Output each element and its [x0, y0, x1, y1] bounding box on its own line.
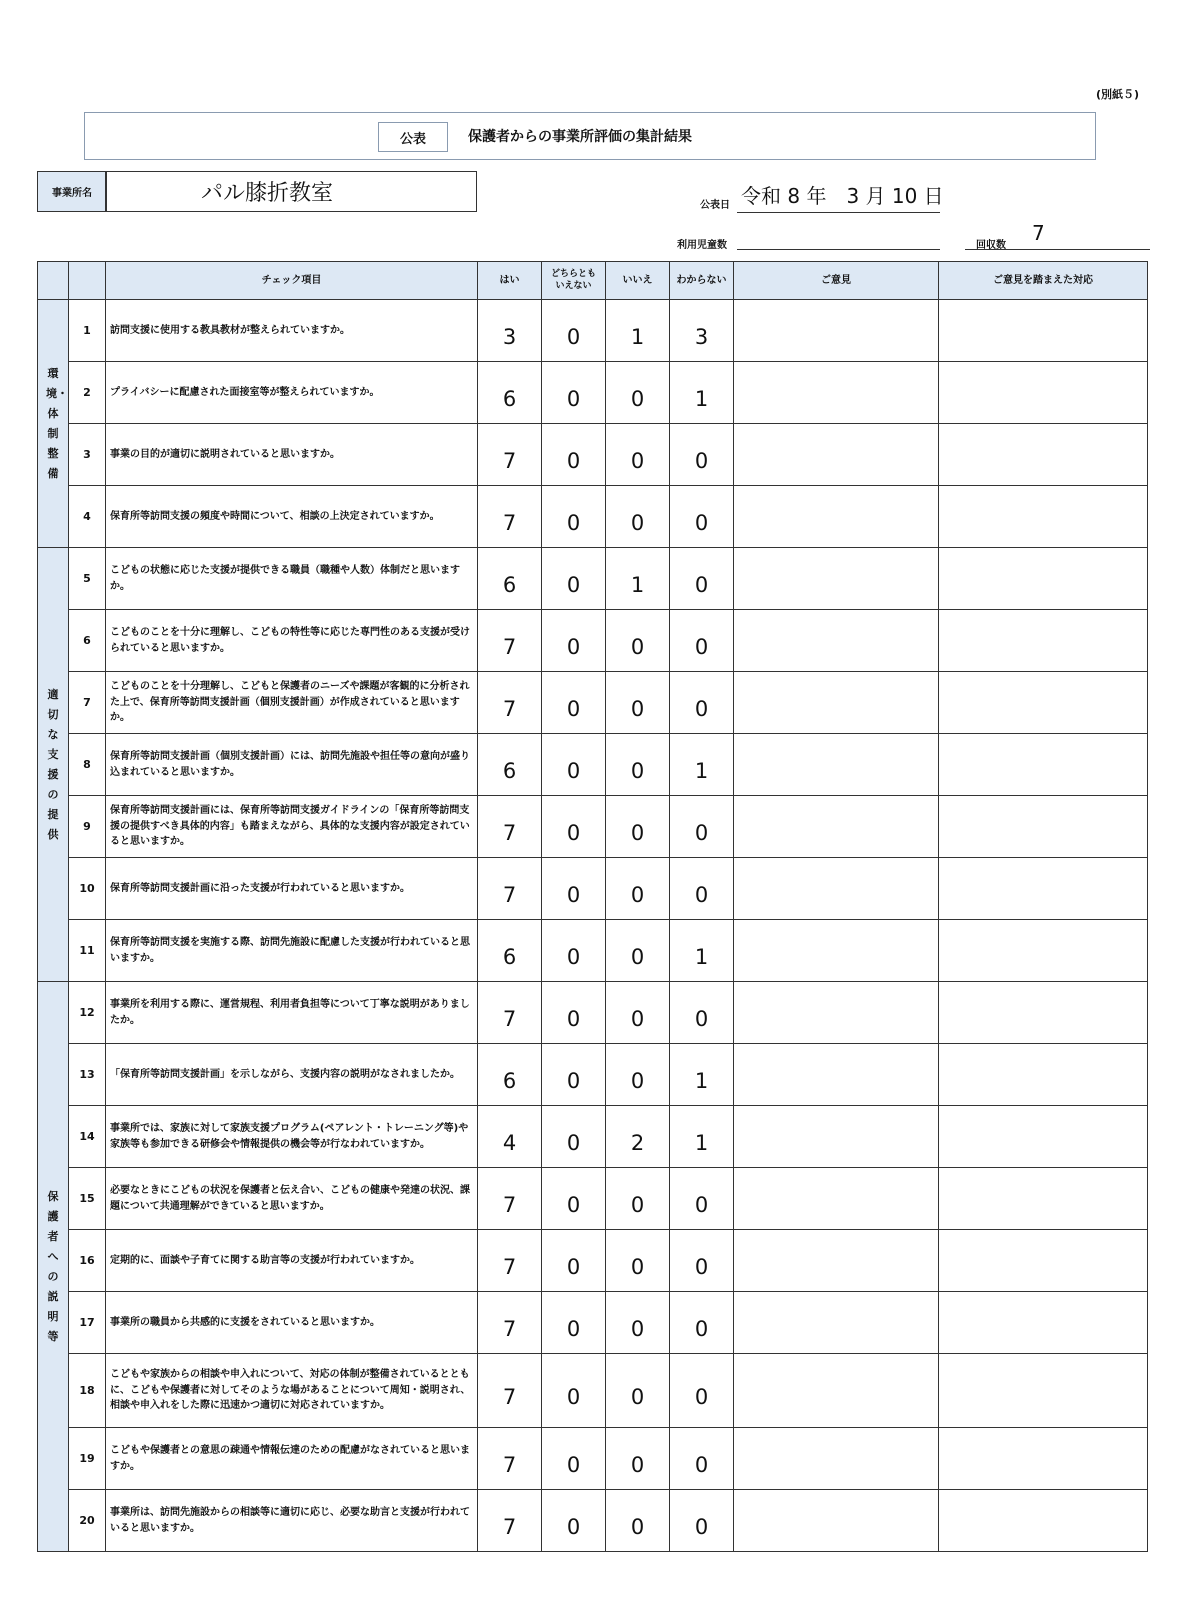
item-number: 3	[69, 424, 106, 486]
yes-count: 6	[478, 920, 542, 982]
collected-count-underline	[965, 249, 1150, 250]
item-number: 10	[69, 858, 106, 920]
table-row	[38, 610, 1148, 672]
evaluation-table	[37, 261, 1148, 1552]
office-label: 事業所名	[37, 171, 107, 212]
question-text: こどものことを十分に理解し、こどもの特性等に応じた専門性のある支援が受けられていると思いますか。	[106, 610, 478, 672]
no-count: 0	[606, 858, 670, 920]
question-text: 事業所では、家族に対して家族支援プログラム(ペアレント・トレーニング等)や家族等も参加できる研修会や情報提供の機会等が行なわれていますか。	[106, 1106, 478, 1168]
opinion-cell	[734, 1106, 939, 1168]
header-no: いいえ	[606, 262, 670, 300]
neither-count: 0	[542, 1292, 606, 1354]
opinion-cell	[734, 1230, 939, 1292]
item-number: 14	[69, 1106, 106, 1168]
table-row	[38, 300, 1148, 362]
response-cell	[939, 1428, 1148, 1490]
response-cell	[939, 1292, 1148, 1354]
unknown-count: 0	[670, 1230, 734, 1292]
opinion-cell	[734, 1428, 939, 1490]
unknown-count: 0	[670, 548, 734, 610]
response-cell	[939, 920, 1148, 982]
category-text: 適切な支援の提供	[47, 687, 59, 841]
item-number: 12	[69, 982, 106, 1044]
no-count: 0	[606, 362, 670, 424]
opinion-cell	[734, 1292, 939, 1354]
header-check-item: チェック項目	[106, 262, 478, 300]
opinion-cell	[734, 610, 939, 672]
yes-count: 7	[478, 486, 542, 548]
item-number: 9	[69, 796, 106, 858]
item-number: 17	[69, 1292, 106, 1354]
no-count: 0	[606, 672, 670, 734]
response-cell	[939, 796, 1148, 858]
response-cell	[939, 1490, 1148, 1552]
publication-date: 令和 8 年 3 月 10 日	[741, 184, 944, 208]
header-neither: どちらとも いえない	[542, 262, 606, 300]
header-yes: はい	[478, 262, 542, 300]
neither-count: 0	[542, 982, 606, 1044]
unknown-count: 0	[670, 858, 734, 920]
opinion-cell	[734, 1044, 939, 1106]
response-cell	[939, 362, 1148, 424]
table-row	[38, 548, 1148, 610]
neither-count: 0	[542, 796, 606, 858]
table-row	[38, 858, 1148, 920]
item-number: 5	[69, 548, 106, 610]
yes-count: 6	[478, 362, 542, 424]
yes-count: 7	[478, 1168, 542, 1230]
question-text: 事業所を利用する際に、運営規程、利用者負担等について丁寧な説明がありましたか。	[106, 982, 478, 1044]
table-row	[38, 796, 1148, 858]
response-cell	[939, 734, 1148, 796]
neither-count: 0	[542, 734, 606, 796]
table-row	[38, 1230, 1148, 1292]
unknown-count: 0	[670, 610, 734, 672]
opinion-cell	[734, 486, 939, 548]
category-text: 環境・体制整備	[46, 366, 68, 480]
users-count-underline	[737, 249, 940, 250]
opinion-cell	[734, 982, 939, 1044]
yes-count: 7	[478, 1490, 542, 1552]
table-row	[38, 1428, 1148, 1490]
neither-count: 0	[542, 486, 606, 548]
no-count: 0	[606, 610, 670, 672]
unknown-count: 3	[670, 300, 734, 362]
question-text: 必要なときにこどもの状況を保護者と伝え合い、こどもの健康や発達の状況、課題について共通理解ができていると思いますか。	[106, 1168, 478, 1230]
unknown-count: 0	[670, 796, 734, 858]
yes-count: 6	[478, 548, 542, 610]
question-text: 定期的に、面談や子育てに関する助言等の支援が行われていますか。	[106, 1230, 478, 1292]
table-row	[38, 362, 1148, 424]
response-cell	[939, 424, 1148, 486]
table-row	[38, 672, 1148, 734]
response-cell	[939, 1354, 1148, 1428]
header-opinion: ご意見	[734, 262, 939, 300]
item-number: 19	[69, 1428, 106, 1490]
no-count: 0	[606, 486, 670, 548]
header-response: ご意見を踏まえた対応	[939, 262, 1148, 300]
no-count: 0	[606, 734, 670, 796]
response-cell	[939, 858, 1148, 920]
header-number	[69, 262, 106, 300]
table-row	[38, 1292, 1148, 1354]
no-count: 2	[606, 1106, 670, 1168]
response-cell	[939, 486, 1148, 548]
question-text: 保育所等訪問支援計画に沿った支援が行われていると思いますか。	[106, 858, 478, 920]
unknown-count: 0	[670, 1490, 734, 1552]
category-label	[38, 548, 69, 982]
table-row	[38, 486, 1148, 548]
category-label	[38, 982, 69, 1552]
response-cell	[939, 1168, 1148, 1230]
neither-count: 0	[542, 1354, 606, 1428]
no-count: 0	[606, 1292, 670, 1354]
no-count: 0	[606, 920, 670, 982]
response-cell	[939, 672, 1148, 734]
category-text: 保護者への説明等	[47, 1189, 59, 1343]
unknown-count: 0	[670, 1354, 734, 1428]
table-row	[38, 1044, 1148, 1106]
unknown-count: 1	[670, 734, 734, 796]
yes-count: 6	[478, 734, 542, 796]
item-number: 6	[69, 610, 106, 672]
neither-count: 0	[542, 1106, 606, 1168]
question-text: 保育所等訪問支援の頻度や時間について、相談の上決定されていますか。	[106, 486, 478, 548]
item-number: 18	[69, 1354, 106, 1428]
response-cell	[939, 1106, 1148, 1168]
no-count: 0	[606, 424, 670, 486]
no-count: 1	[606, 548, 670, 610]
neither-count: 0	[542, 1428, 606, 1490]
yes-count: 7	[478, 672, 542, 734]
item-number: 16	[69, 1230, 106, 1292]
opinion-cell	[734, 362, 939, 424]
response-cell	[939, 610, 1148, 672]
yes-count: 7	[478, 1230, 542, 1292]
neither-count: 0	[542, 610, 606, 672]
unknown-count: 0	[670, 424, 734, 486]
publication-date-underline	[737, 212, 940, 213]
no-count: 0	[606, 1354, 670, 1428]
neither-count: 0	[542, 920, 606, 982]
unknown-count: 1	[670, 362, 734, 424]
collected-count-label: 回収数	[976, 240, 1006, 251]
no-count: 0	[606, 1044, 670, 1106]
response-cell	[939, 300, 1148, 362]
yes-count: 7	[478, 1292, 542, 1354]
opinion-cell	[734, 1490, 939, 1552]
opinion-cell	[734, 920, 939, 982]
yes-count: 7	[478, 982, 542, 1044]
unknown-count: 1	[670, 920, 734, 982]
opinion-cell	[734, 424, 939, 486]
item-number: 8	[69, 734, 106, 796]
yes-count: 7	[478, 610, 542, 672]
question-text: 訪問支援に使用する教具教材が整えられていますか。	[106, 300, 478, 362]
table-row	[38, 982, 1148, 1044]
table-row	[38, 920, 1148, 982]
unknown-count: 0	[670, 672, 734, 734]
question-text: こどもの状態に応じた支援が提供できる職員（職種や人数）体制だと思いますか。	[106, 548, 478, 610]
collected-count: 7	[1032, 221, 1045, 245]
no-count: 0	[606, 1168, 670, 1230]
question-text: 保育所等訪問支援を実施する際、訪問先施設に配慮した支援が行われていると思いますか。	[106, 920, 478, 982]
office-name: パル膝折教室	[105, 171, 477, 212]
table-header-row	[38, 262, 1148, 300]
neither-count: 0	[542, 672, 606, 734]
publication-badge: 公表	[378, 122, 448, 152]
table-row	[38, 1168, 1148, 1230]
opinion-cell	[734, 300, 939, 362]
no-count: 0	[606, 1490, 670, 1552]
question-text: 保育所等訪問支援計画には、保育所等訪問支援ガイドラインの「保育所等訪問支援の提供すべき具体的内容」も踏まえながら、具体的な支援内容が設定されていると思いますか。	[106, 796, 478, 858]
header-category	[38, 262, 69, 300]
question-text: こどもや家族からの相談や申入れについて、対応の体制が整備されているとともに、こどもや保護者に対してそのような場があることについて周知・説明され、相談や申入れをした際に迅速かつ適切に対応されていますか。	[106, 1354, 478, 1428]
yes-count: 7	[478, 796, 542, 858]
item-number: 13	[69, 1044, 106, 1106]
question-text: こどもや保護者との意思の疎通や情報伝達のための配慮がなされていると思いますか。	[106, 1428, 478, 1490]
question-text: プライバシーに配慮された面接室等が整えられていますか。	[106, 362, 478, 424]
yes-count: 6	[478, 1044, 542, 1106]
opinion-cell	[734, 672, 939, 734]
yes-count: 7	[478, 858, 542, 920]
no-count: 0	[606, 796, 670, 858]
attachment-label: (別紙５)	[1096, 88, 1140, 101]
response-cell	[939, 982, 1148, 1044]
neither-count: 0	[542, 362, 606, 424]
neither-count: 0	[542, 858, 606, 920]
no-count: 1	[606, 300, 670, 362]
unknown-count: 1	[670, 1106, 734, 1168]
neither-count: 0	[542, 548, 606, 610]
users-count-label: 利用児童数	[677, 240, 727, 251]
opinion-cell	[734, 858, 939, 920]
neither-count: 0	[542, 424, 606, 486]
unknown-count: 0	[670, 1292, 734, 1354]
no-count: 0	[606, 1230, 670, 1292]
opinion-cell	[734, 548, 939, 610]
table-row	[38, 1490, 1148, 1552]
publication-date-label: 公表日	[700, 200, 730, 211]
opinion-cell	[734, 734, 939, 796]
unknown-count: 0	[670, 486, 734, 548]
neither-count: 0	[542, 1230, 606, 1292]
table-row	[38, 1354, 1148, 1428]
item-number: 2	[69, 362, 106, 424]
item-number: 1	[69, 300, 106, 362]
question-text: こどものことを十分理解し、こどもと保護者のニーズや課題が客観的に分析された上で、保育所等訪問支援計画（個別支援計画）が作成されていると思いますか。	[106, 672, 478, 734]
item-number: 4	[69, 486, 106, 548]
question-text: 「保育所等訪問支援計画」を示しながら、支援内容の説明がなされましたか。	[106, 1044, 478, 1106]
question-text: 事業所は、訪問先施設からの相談等に適切に応じ、必要な助言と支援が行われていると思いますか。	[106, 1490, 478, 1552]
unknown-count: 0	[670, 982, 734, 1044]
question-text: 保育所等訪問支援計画（個別支援計画）には、訪問先施設や担任等の意向が盛り込まれていると思いますか。	[106, 734, 478, 796]
response-cell	[939, 1044, 1148, 1106]
yes-count: 7	[478, 424, 542, 486]
yes-count: 7	[478, 1354, 542, 1428]
item-number: 7	[69, 672, 106, 734]
document-title: 保護者からの事業所評価の集計結果	[468, 129, 692, 145]
no-count: 0	[606, 982, 670, 1044]
item-number: 15	[69, 1168, 106, 1230]
neither-count: 0	[542, 1490, 606, 1552]
neither-count: 0	[542, 1168, 606, 1230]
item-number: 11	[69, 920, 106, 982]
neither-count: 0	[542, 300, 606, 362]
opinion-cell	[734, 1168, 939, 1230]
yes-count: 7	[478, 1428, 542, 1490]
yes-count: 3	[478, 300, 542, 362]
item-number: 20	[69, 1490, 106, 1552]
no-count: 0	[606, 1428, 670, 1490]
unknown-count: 0	[670, 1168, 734, 1230]
opinion-cell	[734, 1354, 939, 1428]
question-text: 事業の目的が適切に説明されていると思いますか。	[106, 424, 478, 486]
response-cell	[939, 1230, 1148, 1292]
category-label	[38, 300, 69, 548]
neither-count: 0	[542, 1044, 606, 1106]
table-row	[38, 1106, 1148, 1168]
question-text: 事業所の職員から共感的に支援をされていると思いますか。	[106, 1292, 478, 1354]
table-row	[38, 424, 1148, 486]
yes-count: 4	[478, 1106, 542, 1168]
table-row	[38, 734, 1148, 796]
unknown-count: 1	[670, 1044, 734, 1106]
header-unknown: わからない	[670, 262, 734, 300]
unknown-count: 0	[670, 1428, 734, 1490]
response-cell	[939, 548, 1148, 610]
opinion-cell	[734, 796, 939, 858]
